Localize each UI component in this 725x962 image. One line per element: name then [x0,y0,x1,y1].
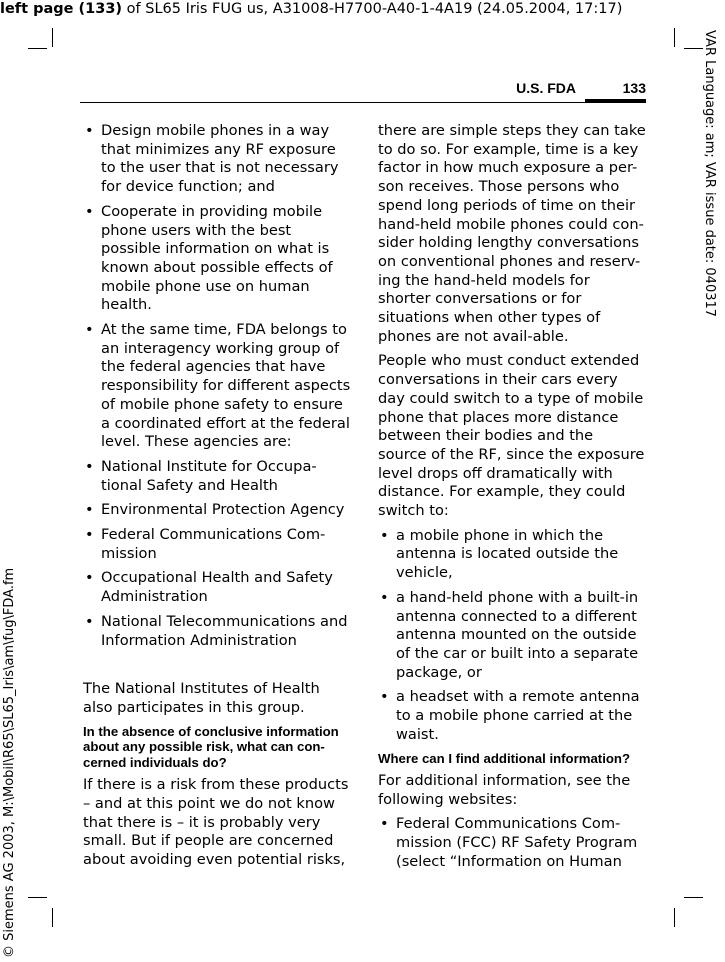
left-column [83,122,351,876]
crop-mark [28,897,47,898]
crop-mark [684,48,703,49]
page-number-tab [585,99,646,103]
spacer [83,656,351,680]
print-header-file-info: of SL65 Iris FUG us, A31008-H7700-A40-1-4A19 (24.05.2004, 17:17) [122,1,623,17]
header-rule [80,102,646,103]
var-language-note: VAR Language: am; VAR issue date: 040317 [702,30,717,318]
section-question-heading: In the absence of conclusive information about any possible risk, what can con-cerned individuals do? [83,723,339,770]
running-header-title: U.S. FDA [516,80,576,96]
copyright-file-path: © Siemens AG 2003, M:\Mobil\R65\SL65_Iris\am\fug\FDA.fm [2,567,17,958]
list-item: • a mobile phone in which the antenna is located outside the vehicle, [378,527,646,583]
page-number: 133 [622,80,646,96]
paragraph-risk: If there is a risk from these products – and at this point we do not know that there is – it is probably very small. But if people are concerned about avoiding even potential risks, [83,776,349,868]
list-item: • Occupational Health and Safety Administration [83,569,351,606]
crop-mark [28,48,47,49]
crop-mark [674,28,675,47]
list-item: • Environmental Protection Agency [83,501,351,520]
list-item: • National Telecommunications and Information Administration [83,613,351,650]
list-item: • At the same time, FDA belongs to an interagency working group of the federal agencies that have responsibility for different aspects of mobile phone safety to ensure a coordinated effort at the federal level. These agencies are: [83,321,351,452]
paragraph-info: For additional information, see the following websites: [378,772,631,808]
list-item: • Cooperate in providing mobile phone users with the best possible information on what is known about possible effects of mobile phone use on human health. [83,203,351,315]
print-header-line [0,0,622,18]
crop-mark [52,908,53,927]
right-column [378,122,646,878]
list-item: • National Institute for Occupa-tional Safety and Health [83,458,351,495]
list-item: • a headset with a remote antenna to a mobile phone carried at the waist. [378,688,646,744]
list-item: • Federal Communications Com-mission (FCC) RF Safety Program (select “Information on Human [378,815,646,871]
paragraph-steps: there are simple steps they can take to do so. For example, time is a key factor in how much exposure a per-son receives. Those persons who spend long periods of time on their hand-held mobile phones could con-sider holding lengthy conversations on conventional phones and reserv-ing the hand-held models for shorter conversations or for situations when other types of phones are not avail-able. [378,122,646,345]
crop-mark [684,897,703,898]
crop-mark [674,908,675,927]
paragraph-cars: People who must conduct extended conversations in their cars every day could switch to a type of mobile phone that places more distance between their bodies and the source of the RF, since the exposure level drops off dramatically with distance. For example, they could switch to: [378,352,645,520]
crop-mark [52,28,53,47]
print-header-page-ref: left page (133) [0,1,123,17]
list-item: • Federal Communications Com-mission [83,526,351,563]
section-question-heading: Where can I find additional information? [378,750,631,766]
paragraph-nih: The National Institutes of Health also participates in this group. [83,680,320,716]
list-item: • Design mobile phones in a way that minimizes any RF exposure to the user that is not necessary for device function; and [83,122,351,197]
list-item: • a hand-held phone with a built-in antenna connected to a different antenna mounted on the outside of the car or built into a separate package, or [378,589,646,683]
